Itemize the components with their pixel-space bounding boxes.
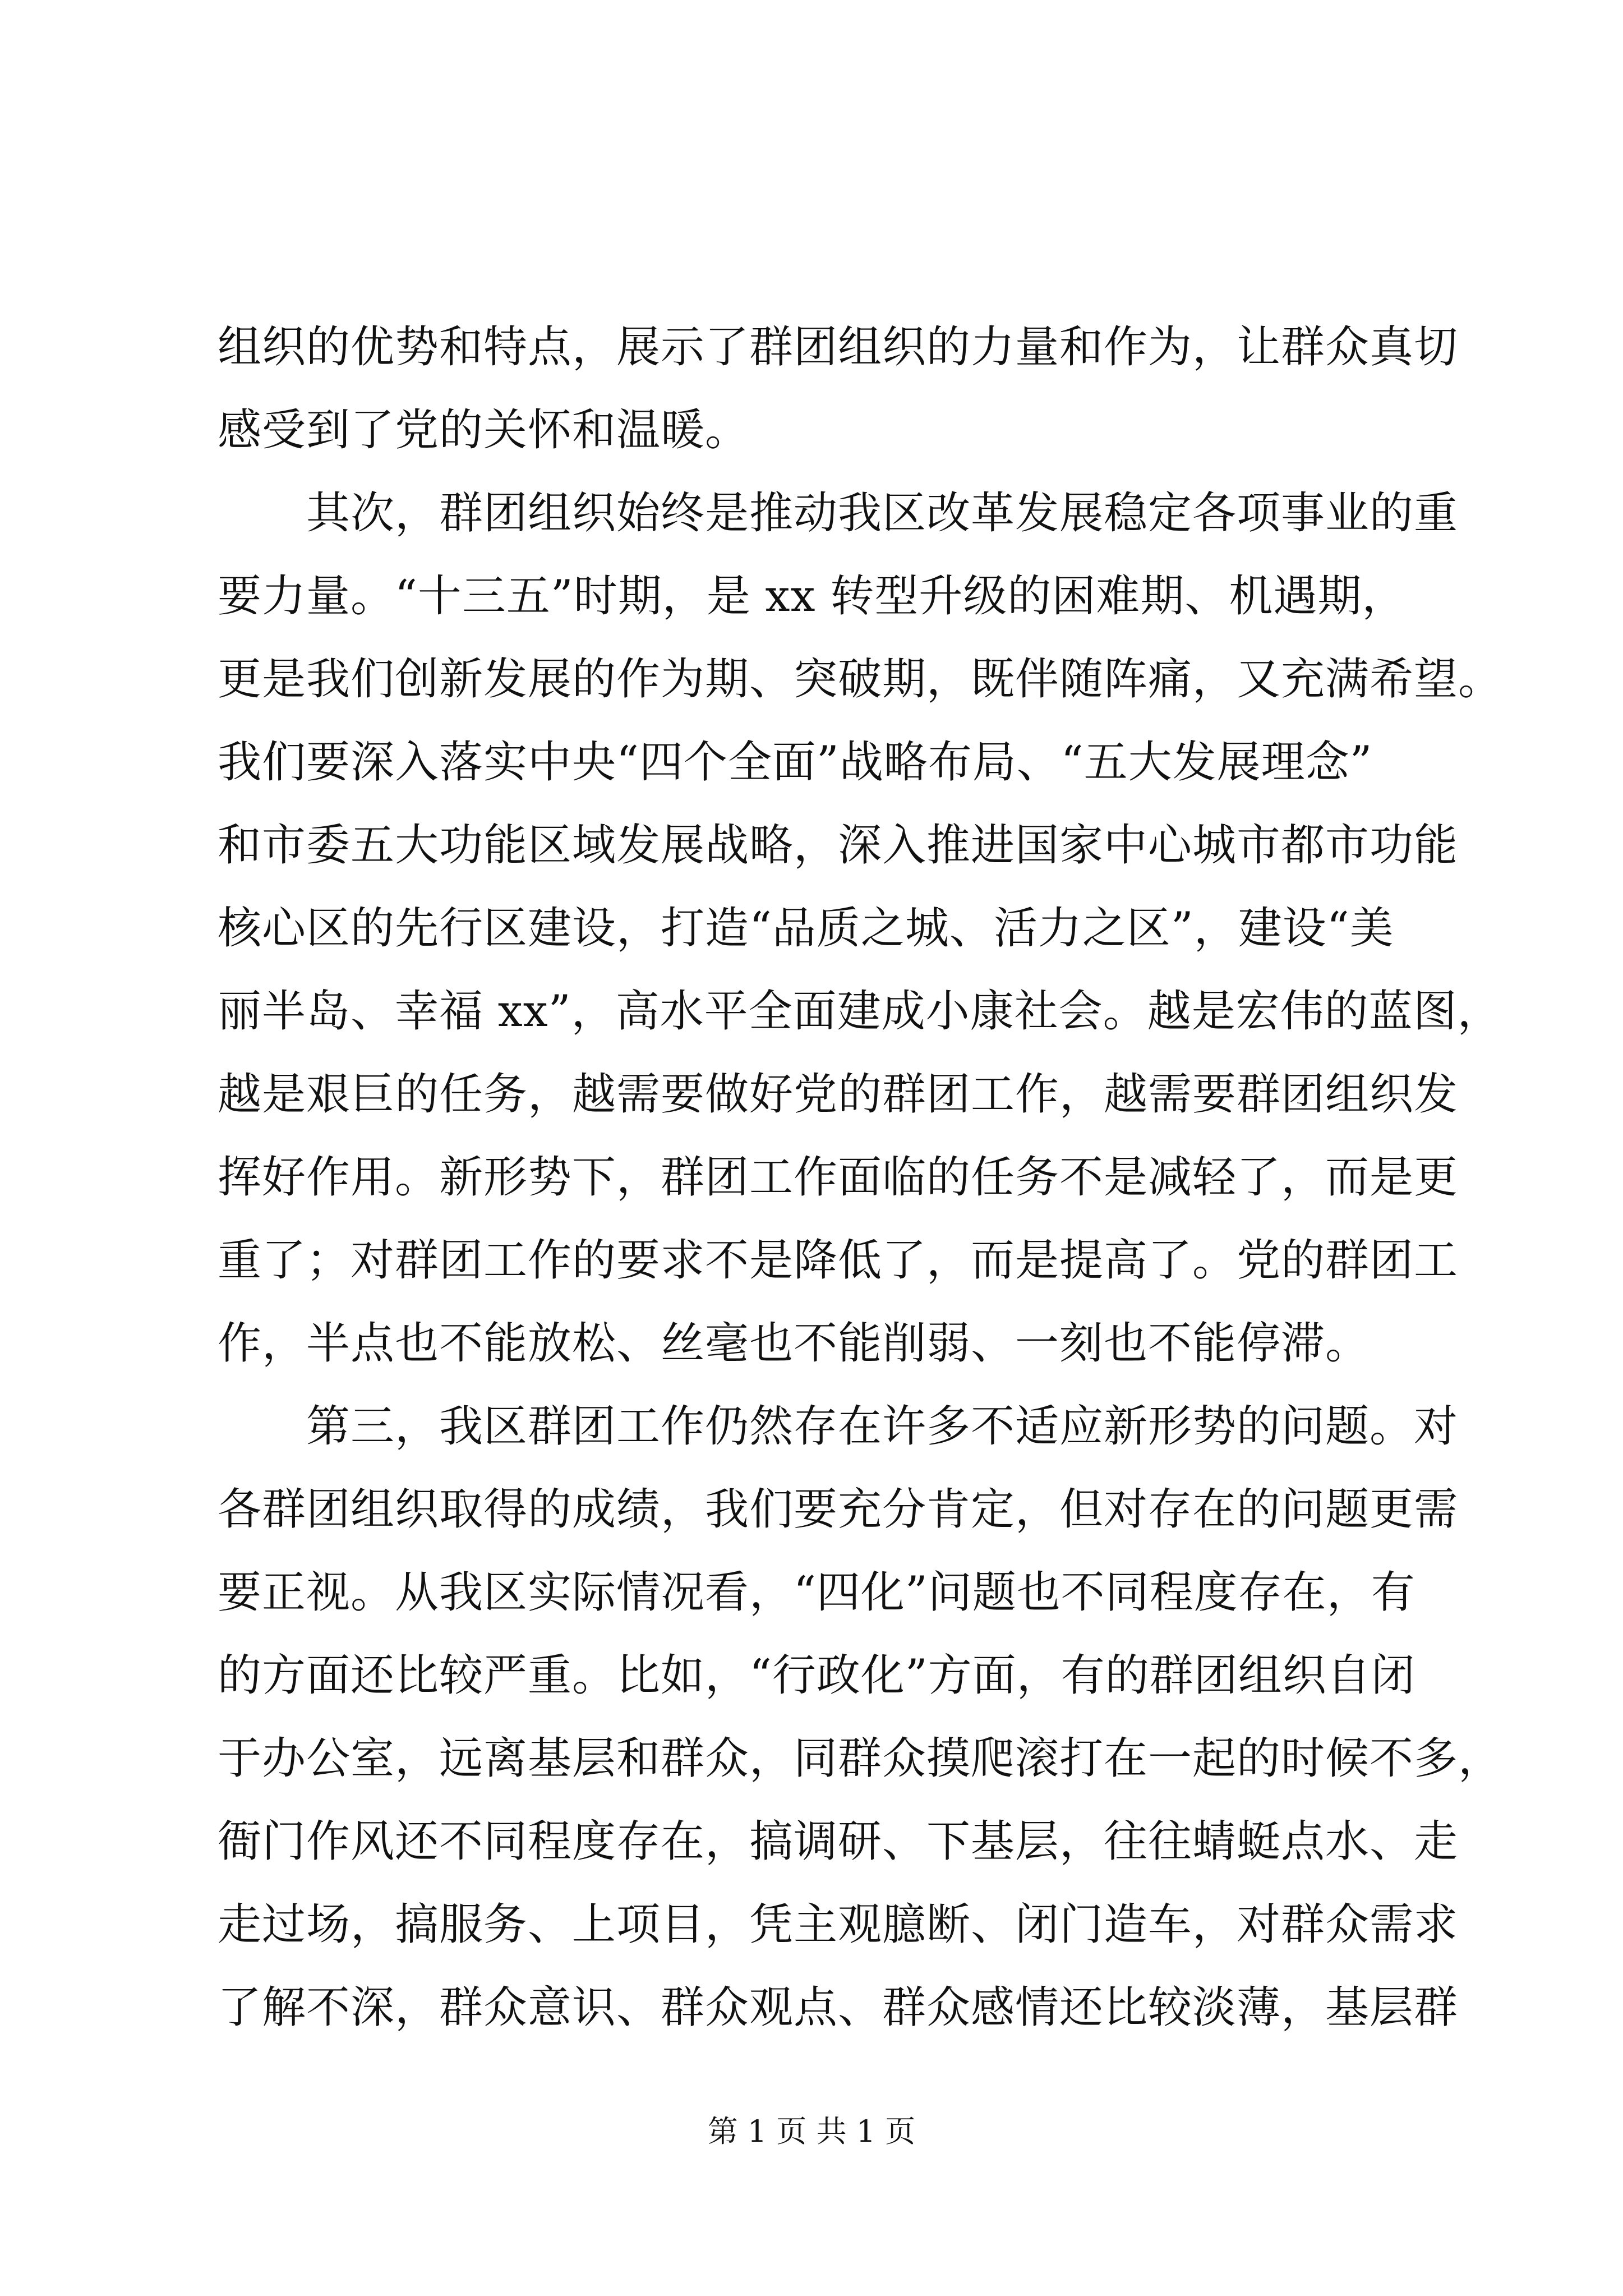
text-line: 和市委五大功能区域发展战略，深入推进国家中心城市都市功能 (218, 820, 1459, 871)
text-line: 了解不深，群众意识、群众观点、群众感情还比较淡薄，基层群 (218, 1982, 1459, 2033)
text-line: 感受到了党的关怀和温暖。 (218, 405, 750, 455)
page-footer (0, 2109, 1623, 2154)
text-line: 重了；对群团工作的要求不是降低了，而是提高了。党的群团工 (218, 1235, 1459, 1286)
text-line: 要力量。“十三五”时期，是 xx 转型升级的困难期、机遇期， (218, 571, 1407, 622)
text-line: 其次，群团组织始终是推动我区改革发展稳定各项事业的重 (218, 488, 1459, 539)
text-line: 丽半岛、幸福 xx”，高水平全面建成小康社会。越是宏伟的蓝图， (218, 986, 1502, 1037)
text-line: 作，半点也不能放松、丝毫也不能削弱、一刻也不能停滞。 (218, 1318, 1370, 1369)
page-number-label: 第 1 页 共 1 页 (707, 2114, 916, 2149)
text-line: 走过场，搞服务、上项目，凭主观臆断、闭门造车，对群众需求 (218, 1899, 1459, 1950)
text-line: 于办公室，远离基层和群众，同群众摸爬滚打在一起的时候不多， (218, 1733, 1503, 1784)
text-line: 核心区的先行区建设，打造“品质之城、活力之区”，建设“美 (218, 903, 1394, 954)
text-line: 组织的优势和特点，展示了群团组织的力量和作为，让群众真切 (218, 322, 1459, 372)
text-line: 更是我们创新发展的作为期、突破期，既伴随阵痛，又充满希望。 (218, 654, 1503, 705)
text-line: 各群团组织取得的成绩，我们要充分肯定，但对存在的问题更需 (218, 1484, 1459, 1535)
text-line: 第三，我区群团工作仍然存在许多不适应新形势的问题。对 (218, 1401, 1459, 1452)
text-line: 越是艰巨的任务，越需要做好党的群团工作，越需要群团组织发 (218, 1069, 1459, 1120)
text-line: 我们要深入落实中央“四个全面”战略布局、“五大发展理念” (218, 737, 1373, 788)
text-line: 衙门作风还不同程度存在，搞调研、下基层，往往蜻蜓点水、走 (218, 1816, 1459, 1867)
body-text (218, 306, 1503, 2049)
text-line: 挥好作用。新形势下，群团工作面临的任务不是减轻了，而是更 (218, 1152, 1459, 1203)
text-line: 的方面还比较严重。比如，“行政化”方面，有的群团组织自闭 (218, 1650, 1415, 1701)
text-line: 要正视。从我区实际情况看，“四化”问题也不同程度存在，有 (218, 1567, 1415, 1618)
